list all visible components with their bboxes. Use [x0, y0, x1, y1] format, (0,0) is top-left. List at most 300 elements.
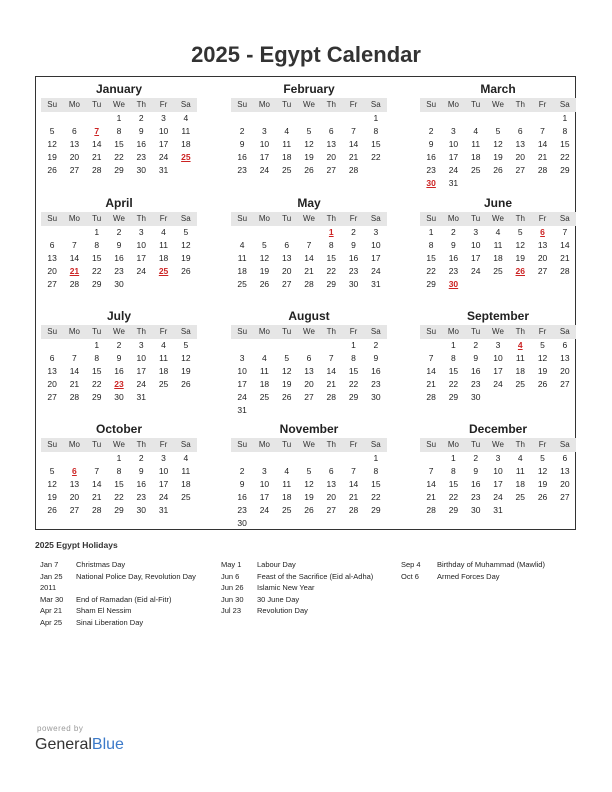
day-cell[interactable]: 14 — [348, 139, 359, 149]
day-cell[interactable]: 23 — [136, 152, 146, 162]
day-cell[interactable]: 23 — [448, 266, 459, 276]
day-cell[interactable]: 5 — [49, 126, 55, 136]
day-cell[interactable]: 10 — [259, 479, 270, 489]
day-cell[interactable]: 29 — [114, 165, 124, 175]
day-cell[interactable]: 10 — [259, 139, 270, 149]
day-cell[interactable]: 16 — [136, 139, 146, 149]
day-cell[interactable]: 4 — [517, 453, 523, 463]
day-cell[interactable]: 24 — [158, 492, 169, 502]
day-cell[interactable]: 2 — [351, 227, 356, 237]
day-cell[interactable]: 11 — [282, 479, 292, 489]
day-cell[interactable]: 4 — [495, 227, 501, 237]
day-cell[interactable]: 10 — [237, 366, 247, 376]
day-cell[interactable]: 28 — [348, 165, 359, 175]
day-cell[interactable]: 24 — [371, 266, 381, 276]
day-cell[interactable]: 2 — [451, 227, 456, 237]
day-cell[interactable]: 19 — [537, 366, 548, 376]
day-cell[interactable]: 23 — [114, 266, 124, 276]
day-cell[interactable]: 1 — [94, 340, 100, 350]
day-cell[interactable]: 8 — [94, 353, 100, 363]
day-cell[interactable]: 9 — [373, 353, 379, 363]
day-cell[interactable]: 28 — [91, 165, 102, 175]
day-cell[interactable]: 9 — [428, 139, 434, 149]
day-cell[interactable]: 26 — [259, 279, 270, 289]
day-cell[interactable]: 2 — [239, 466, 245, 476]
day-cell[interactable]: 21 — [560, 253, 570, 263]
day-cell[interactable]: 14 — [304, 253, 314, 263]
day-cell[interactable]: 13 — [304, 366, 314, 376]
day-cell[interactable]: 16 — [426, 152, 436, 162]
day-cell[interactable]: 4 — [161, 227, 166, 237]
day-cell[interactable]: 22 — [91, 379, 102, 389]
day-cell[interactable]: 30 — [136, 505, 146, 515]
day-cell[interactable]: 13 — [560, 466, 570, 476]
day-cell[interactable]: 19 — [515, 253, 525, 263]
day-cell[interactable]: 13 — [537, 240, 548, 250]
day-cell[interactable]: 1 — [373, 453, 379, 463]
day-cell[interactable]: 1 — [116, 453, 122, 463]
day-cell[interactable]: 11 — [159, 353, 168, 363]
day-cell[interactable]: 30 — [114, 392, 124, 402]
day-cell[interactable]: 27 — [560, 379, 570, 389]
day-cell[interactable]: 12 — [181, 240, 191, 250]
day-cell[interactable]: 16 — [136, 479, 146, 489]
day-cell[interactable]: 15 — [326, 253, 336, 263]
day-cell[interactable]: 18 — [515, 479, 525, 489]
day-cell[interactable]: 25 — [259, 392, 270, 402]
day-cell[interactable]: 11 — [515, 466, 525, 476]
day-cell[interactable]: 5 — [540, 340, 545, 350]
day-cell[interactable]: 21 — [426, 379, 436, 389]
day-cell[interactable]: 31 — [158, 165, 169, 175]
day-cell[interactable]: 11 — [181, 126, 191, 136]
day-cell[interactable]: 14 — [326, 366, 336, 376]
day-cell[interactable]: 14 — [560, 240, 570, 250]
day-cell[interactable]: 25 — [515, 492, 525, 502]
day-cell[interactable]: 17 — [493, 366, 503, 376]
day-cell[interactable]: 13 — [281, 253, 292, 263]
day-cell[interactable]: 7 — [428, 353, 434, 363]
day-cell[interactable]: 25 — [158, 379, 169, 389]
holiday-day-cell[interactable]: 21 — [69, 266, 80, 276]
day-cell[interactable]: 27 — [304, 392, 314, 402]
day-cell[interactable]: 19 — [259, 266, 270, 276]
day-cell[interactable]: 27 — [560, 492, 570, 502]
day-cell[interactable]: 28 — [69, 279, 80, 289]
day-cell[interactable]: 27 — [326, 505, 336, 515]
day-cell[interactable]: 24 — [259, 165, 270, 175]
day-cell[interactable]: 29 — [91, 279, 102, 289]
day-cell[interactable]: 17 — [470, 253, 481, 263]
day-cell[interactable]: 12 — [493, 139, 503, 149]
day-cell[interactable]: 10 — [136, 240, 146, 250]
day-cell[interactable]: 18 — [281, 152, 292, 162]
day-cell[interactable]: 9 — [138, 126, 144, 136]
day-cell[interactable]: 22 — [114, 152, 124, 162]
day-cell[interactable]: 12 — [537, 353, 548, 363]
day-cell[interactable]: 20 — [326, 152, 336, 162]
day-cell[interactable]: 30 — [114, 279, 124, 289]
day-cell[interactable]: 15 — [91, 253, 102, 263]
day-cell[interactable]: 5 — [49, 466, 55, 476]
day-cell[interactable]: 25 — [515, 379, 525, 389]
day-cell[interactable]: 23 — [136, 492, 146, 502]
day-cell[interactable]: 4 — [183, 113, 189, 123]
day-cell[interactable]: 20 — [560, 366, 570, 376]
day-cell[interactable]: 17 — [259, 492, 270, 502]
day-cell[interactable]: 8 — [562, 126, 568, 136]
day-cell[interactable]: 11 — [515, 353, 525, 363]
day-cell[interactable]: 29 — [448, 392, 459, 402]
day-cell[interactable]: 1 — [94, 227, 100, 237]
day-cell[interactable]: 7 — [72, 353, 77, 363]
day-cell[interactable]: 27 — [69, 165, 80, 175]
day-cell[interactable]: 24 — [237, 392, 247, 402]
day-cell[interactable]: 17 — [371, 253, 381, 263]
day-cell[interactable]: 25 — [281, 165, 292, 175]
day-cell[interactable]: 29 — [371, 505, 381, 515]
day-cell[interactable]: 8 — [116, 126, 122, 136]
day-cell[interactable]: 8 — [94, 240, 100, 250]
day-cell[interactable]: 6 — [49, 353, 55, 363]
holiday-day-cell[interactable]: 1 — [328, 227, 334, 237]
day-cell[interactable]: 22 — [426, 266, 436, 276]
day-cell[interactable]: 22 — [371, 152, 381, 162]
day-cell[interactable]: 2 — [373, 340, 379, 350]
day-cell[interactable]: 25 — [493, 266, 503, 276]
day-cell[interactable]: 25 — [237, 279, 247, 289]
day-cell[interactable]: 21 — [91, 152, 102, 162]
day-cell[interactable]: 4 — [284, 466, 290, 476]
day-cell[interactable]: 13 — [69, 479, 80, 489]
day-cell[interactable]: 28 — [537, 165, 548, 175]
day-cell[interactable]: 31 — [237, 405, 247, 415]
day-cell[interactable]: 5 — [183, 227, 189, 237]
day-cell[interactable]: 16 — [114, 366, 124, 376]
day-cell[interactable]: 15 — [371, 139, 381, 149]
day-cell[interactable]: 6 — [72, 126, 77, 136]
day-cell[interactable]: 30 — [136, 165, 146, 175]
holiday-day-cell[interactable]: 23 — [114, 379, 124, 389]
day-cell[interactable]: 4 — [161, 340, 166, 350]
day-cell[interactable]: 14 — [91, 479, 102, 489]
day-cell[interactable]: 29 — [560, 165, 570, 175]
day-cell[interactable]: 18 — [181, 479, 191, 489]
day-cell[interactable]: 28 — [326, 392, 336, 402]
day-cell[interactable]: 29 — [448, 505, 459, 515]
day-cell[interactable]: 16 — [237, 492, 247, 502]
day-cell[interactable]: 18 — [158, 366, 169, 376]
day-cell[interactable]: 7 — [562, 227, 568, 237]
day-cell[interactable]: 3 — [373, 227, 379, 237]
day-cell[interactable]: 7 — [72, 240, 77, 250]
day-cell[interactable]: 18 — [515, 366, 525, 376]
day-cell[interactable]: 23 — [237, 505, 247, 515]
day-cell[interactable]: 16 — [448, 253, 459, 263]
day-cell[interactable]: 5 — [183, 340, 189, 350]
day-cell[interactable]: 23 — [470, 492, 481, 502]
day-cell[interactable]: 2 — [473, 340, 479, 350]
day-cell[interactable]: 20 — [304, 379, 314, 389]
day-cell[interactable]: 4 — [183, 453, 189, 463]
day-cell[interactable]: 1 — [428, 227, 434, 237]
day-cell[interactable]: 4 — [473, 126, 479, 136]
day-cell[interactable]: 20 — [515, 152, 525, 162]
day-cell[interactable]: 7 — [328, 353, 334, 363]
day-cell[interactable]: 1 — [116, 113, 122, 123]
day-cell[interactable]: 15 — [426, 253, 436, 263]
day-cell[interactable]: 6 — [517, 126, 523, 136]
day-cell[interactable]: 2 — [138, 113, 144, 123]
day-cell[interactable]: 7 — [306, 240, 312, 250]
day-cell[interactable]: 28 — [560, 266, 570, 276]
generalblue-logo[interactable] — [35, 736, 124, 754]
day-cell[interactable]: 22 — [448, 492, 459, 502]
day-cell[interactable]: 30 — [470, 392, 481, 402]
day-cell[interactable]: 12 — [281, 366, 292, 376]
day-cell[interactable]: 26 — [281, 392, 292, 402]
day-cell[interactable]: 16 — [237, 152, 247, 162]
day-cell[interactable]: 6 — [49, 240, 55, 250]
holiday-day-cell[interactable]: 6 — [540, 227, 545, 237]
day-cell[interactable]: 22 — [560, 152, 570, 162]
day-cell[interactable]: 10 — [470, 240, 481, 250]
day-cell[interactable]: 9 — [116, 353, 122, 363]
day-cell[interactable]: 16 — [470, 479, 481, 489]
day-cell[interactable]: 9 — [451, 240, 456, 250]
day-cell[interactable]: 11 — [471, 139, 481, 149]
day-cell[interactable]: 15 — [560, 139, 570, 149]
holiday-day-cell[interactable]: 30 — [448, 279, 459, 289]
day-cell[interactable]: 26 — [47, 505, 57, 515]
day-cell[interactable]: 21 — [69, 379, 80, 389]
day-cell[interactable]: 8 — [451, 353, 456, 363]
day-cell[interactable]: 24 — [259, 505, 270, 515]
day-cell[interactable]: 19 — [181, 253, 191, 263]
day-cell[interactable]: 14 — [426, 366, 436, 376]
day-cell[interactable]: 14 — [426, 479, 436, 489]
day-cell[interactable]: 20 — [281, 266, 292, 276]
day-cell[interactable]: 20 — [47, 266, 57, 276]
day-cell[interactable]: 22 — [326, 266, 336, 276]
day-cell[interactable]: 12 — [47, 479, 57, 489]
day-cell[interactable]: 31 — [136, 392, 146, 402]
day-cell[interactable]: 3 — [161, 453, 166, 463]
day-cell[interactable]: 17 — [237, 379, 247, 389]
day-cell[interactable]: 6 — [328, 126, 334, 136]
day-cell[interactable]: 8 — [428, 240, 434, 250]
day-cell[interactable]: 15 — [91, 366, 102, 376]
day-cell[interactable]: 10 — [158, 466, 169, 476]
day-cell[interactable]: 11 — [493, 240, 503, 250]
day-cell[interactable]: 28 — [426, 505, 436, 515]
holiday-day-cell[interactable]: 4 — [517, 340, 523, 350]
day-cell[interactable]: 21 — [348, 492, 359, 502]
day-cell[interactable]: 4 — [262, 353, 267, 363]
day-cell[interactable]: 21 — [91, 492, 102, 502]
day-cell[interactable]: 6 — [328, 466, 334, 476]
day-cell[interactable]: 24 — [470, 266, 481, 276]
day-cell[interactable]: 13 — [69, 139, 80, 149]
day-cell[interactable]: 12 — [537, 466, 548, 476]
day-cell[interactable]: 14 — [348, 479, 359, 489]
holiday-day-cell[interactable]: 7 — [94, 126, 100, 136]
day-cell[interactable]: 8 — [373, 466, 379, 476]
day-cell[interactable]: 11 — [237, 253, 247, 263]
day-cell[interactable]: 5 — [306, 466, 312, 476]
holiday-day-cell[interactable]: 6 — [72, 466, 77, 476]
day-cell[interactable]: 5 — [262, 240, 267, 250]
day-cell[interactable]: 3 — [495, 340, 501, 350]
day-cell[interactable]: 15 — [114, 139, 124, 149]
day-cell[interactable]: 10 — [158, 126, 169, 136]
day-cell[interactable]: 29 — [348, 392, 359, 402]
day-cell[interactable]: 11 — [282, 139, 292, 149]
day-cell[interactable]: 26 — [181, 266, 191, 276]
day-cell[interactable]: 27 — [47, 392, 57, 402]
day-cell[interactable]: 29 — [91, 392, 102, 402]
day-cell[interactable]: 27 — [281, 279, 292, 289]
day-cell[interactable]: 19 — [304, 152, 314, 162]
day-cell[interactable]: 9 — [473, 466, 479, 476]
day-cell[interactable]: 21 — [304, 266, 314, 276]
day-cell[interactable]: 13 — [515, 139, 525, 149]
day-cell[interactable]: 28 — [91, 505, 102, 515]
day-cell[interactable]: 9 — [239, 479, 245, 489]
day-cell[interactable]: 7 — [351, 466, 356, 476]
day-cell[interactable]: 30 — [348, 279, 359, 289]
day-cell[interactable]: 21 — [426, 492, 436, 502]
day-cell[interactable]: 29 — [326, 279, 336, 289]
holiday-day-cell[interactable]: 30 — [426, 178, 436, 188]
day-cell[interactable]: 17 — [136, 253, 146, 263]
day-cell[interactable]: 11 — [181, 466, 191, 476]
day-cell[interactable]: 2 — [138, 453, 144, 463]
day-cell[interactable]: 10 — [493, 466, 503, 476]
day-cell[interactable]: 8 — [328, 240, 334, 250]
day-cell[interactable]: 3 — [262, 466, 267, 476]
day-cell[interactable]: 7 — [428, 466, 434, 476]
holiday-day-cell[interactable]: 25 — [181, 152, 191, 162]
day-cell[interactable]: 16 — [114, 253, 124, 263]
day-cell[interactable]: 14 — [537, 139, 548, 149]
day-cell[interactable]: 30 — [470, 505, 481, 515]
day-cell[interactable]: 6 — [562, 340, 568, 350]
day-cell[interactable]: 26 — [493, 165, 503, 175]
day-cell[interactable]: 9 — [138, 466, 144, 476]
day-cell[interactable]: 28 — [69, 392, 80, 402]
day-cell[interactable]: 5 — [540, 453, 545, 463]
day-cell[interactable]: 12 — [181, 353, 191, 363]
day-cell[interactable]: 9 — [239, 139, 245, 149]
holiday-day-cell[interactable]: 25 — [158, 266, 169, 276]
day-cell[interactable]: 6 — [306, 353, 312, 363]
day-cell[interactable]: 10 — [448, 139, 459, 149]
day-cell[interactable]: 1 — [351, 340, 356, 350]
day-cell[interactable]: 3 — [473, 227, 479, 237]
day-cell[interactable]: 21 — [326, 379, 336, 389]
day-cell[interactable]: 28 — [304, 279, 314, 289]
day-cell[interactable]: 8 — [373, 126, 379, 136]
day-cell[interactable]: 14 — [69, 366, 80, 376]
day-cell[interactable]: 2 — [116, 227, 122, 237]
day-cell[interactable]: 9 — [116, 240, 122, 250]
day-cell[interactable]: 6 — [562, 453, 568, 463]
day-cell[interactable]: 8 — [451, 466, 456, 476]
day-cell[interactable]: 25 — [470, 165, 481, 175]
day-cell[interactable]: 18 — [470, 152, 481, 162]
day-cell[interactable]: 16 — [470, 366, 481, 376]
day-cell[interactable]: 17 — [493, 479, 503, 489]
holiday-day-cell[interactable]: 26 — [515, 266, 525, 276]
day-cell[interactable]: 18 — [158, 253, 169, 263]
day-cell[interactable]: 12 — [304, 479, 314, 489]
day-cell[interactable]: 3 — [239, 353, 245, 363]
day-cell[interactable]: 31 — [448, 178, 459, 188]
day-cell[interactable]: 2 — [239, 126, 245, 136]
day-cell[interactable]: 22 — [91, 266, 102, 276]
day-cell[interactable]: 23 — [371, 379, 381, 389]
day-cell[interactable]: 12 — [304, 139, 314, 149]
day-cell[interactable]: 10 — [371, 240, 381, 250]
day-cell[interactable]: 19 — [537, 479, 548, 489]
day-cell[interactable]: 20 — [47, 379, 57, 389]
day-cell[interactable]: 7 — [540, 126, 545, 136]
day-cell[interactable]: 5 — [517, 227, 523, 237]
day-cell[interactable]: 5 — [495, 126, 501, 136]
day-cell[interactable]: 22 — [448, 379, 459, 389]
day-cell[interactable]: 25 — [181, 492, 191, 502]
day-cell[interactable]: 9 — [351, 240, 356, 250]
day-cell[interactable]: 27 — [515, 165, 525, 175]
day-cell[interactable]: 19 — [493, 152, 503, 162]
day-cell[interactable]: 18 — [259, 379, 270, 389]
day-cell[interactable]: 3 — [161, 113, 166, 123]
day-cell[interactable]: 4 — [239, 240, 245, 250]
day-cell[interactable]: 23 — [470, 379, 481, 389]
day-cell[interactable]: 15 — [114, 479, 124, 489]
day-cell[interactable]: 20 — [69, 152, 80, 162]
day-cell[interactable]: 3 — [138, 227, 144, 237]
day-cell[interactable]: 10 — [136, 353, 146, 363]
day-cell[interactable]: 12 — [47, 139, 57, 149]
day-cell[interactable]: 14 — [91, 139, 102, 149]
day-cell[interactable]: 4 — [284, 126, 290, 136]
day-cell[interactable]: 27 — [47, 279, 57, 289]
day-cell[interactable]: 20 — [560, 479, 570, 489]
day-cell[interactable]: 13 — [47, 366, 57, 376]
day-cell[interactable]: 26 — [304, 505, 314, 515]
day-cell[interactable]: 26 — [304, 165, 314, 175]
day-cell[interactable]: 31 — [371, 279, 381, 289]
day-cell[interactable]: 12 — [259, 253, 270, 263]
day-cell[interactable]: 1 — [373, 113, 379, 123]
day-cell[interactable]: 18 — [281, 492, 292, 502]
day-cell[interactable]: 26 — [537, 379, 548, 389]
day-cell[interactable]: 10 — [493, 353, 503, 363]
day-cell[interactable]: 26 — [181, 379, 191, 389]
day-cell[interactable]: 15 — [371, 479, 381, 489]
day-cell[interactable]: 15 — [448, 366, 459, 376]
day-cell[interactable]: 7 — [351, 126, 356, 136]
day-cell[interactable]: 1 — [451, 453, 456, 463]
day-cell[interactable]: 3 — [495, 453, 501, 463]
day-cell[interactable]: 2 — [473, 453, 479, 463]
day-cell[interactable]: 5 — [284, 353, 290, 363]
day-cell[interactable]: 19 — [304, 492, 314, 502]
day-cell[interactable]: 16 — [371, 366, 381, 376]
day-cell[interactable]: 22 — [114, 492, 124, 502]
